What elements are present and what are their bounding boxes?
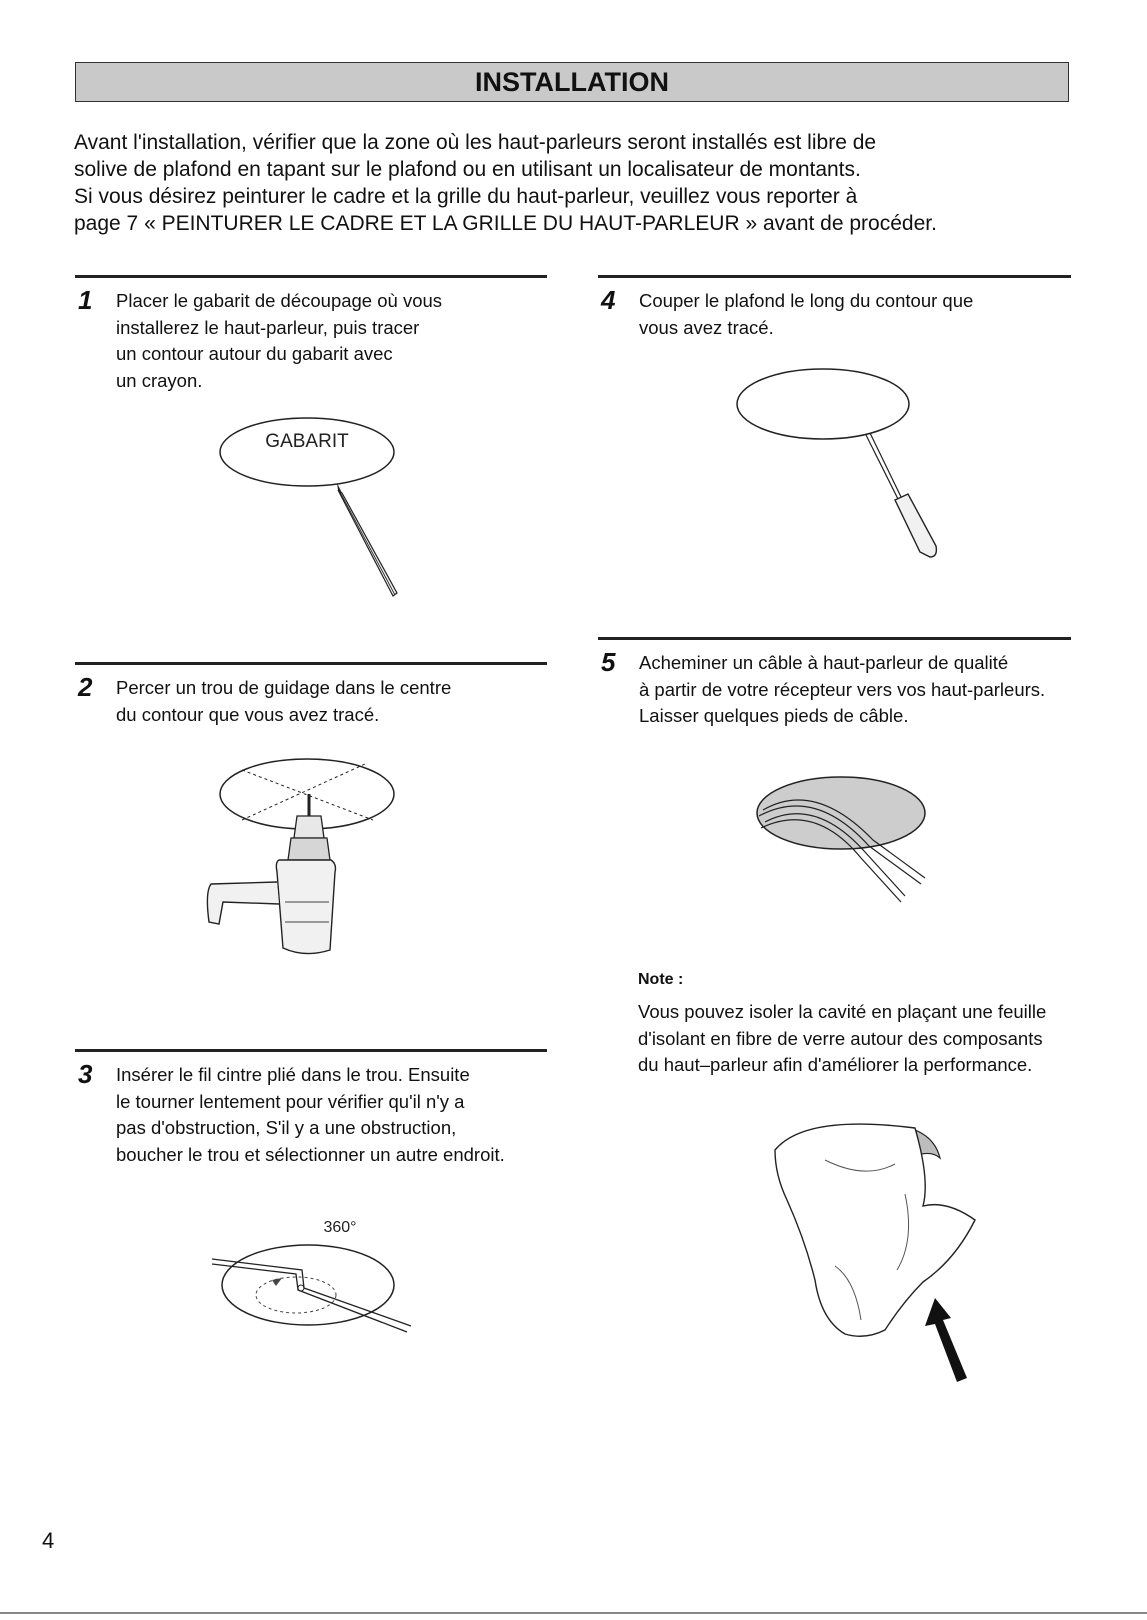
speaker-cable-illustration — [755, 770, 945, 905]
arrow-icon — [925, 1298, 967, 1382]
template-outline — [220, 418, 394, 486]
step-1 — [75, 275, 547, 391]
step-line: pas d'obstruction, S'il y a une obstruction, — [116, 1117, 457, 1138]
fiberglass-insulation-icon — [775, 1124, 975, 1336]
cutting-illustration — [730, 360, 940, 565]
step-line: Acheminer un câble à haut-parleur de qualité — [639, 652, 1009, 673]
template-label: GABARIT — [265, 431, 349, 452]
bottom-divider — [0, 1612, 1147, 1614]
step-number: 2 — [78, 672, 93, 702]
step-number: 5 — [601, 647, 616, 677]
step-divider — [75, 662, 547, 665]
step-3 — [75, 1049, 547, 1165]
step-5 — [598, 637, 1071, 726]
note-line: Vous pouvez isoler la cavité en plaçant une feuille — [638, 1001, 1047, 1022]
drywall-saw-icon — [866, 433, 936, 557]
intro-line: solive de plafond en tapant sur le plafond ou en utilisant un localisateur de montants. — [74, 158, 861, 181]
step-line: vous avez tracé. — [639, 316, 774, 338]
step-divider — [75, 275, 547, 278]
template-pencil-illustration — [210, 415, 410, 605]
page-number: 4 — [42, 1528, 55, 1553]
step-divider — [598, 275, 1071, 278]
drill-icon — [207, 794, 335, 954]
section-title: INSTALLATION — [75, 62, 1069, 102]
note-text — [638, 999, 1046, 1079]
step-divider — [598, 637, 1071, 640]
pencil-icon — [337, 483, 397, 596]
intro-paragraph — [74, 129, 1134, 237]
step-text — [116, 675, 451, 728]
step-line: le tourner lentement pour vérifier qu'il n'y a — [116, 1090, 465, 1112]
step-number: 1 — [78, 285, 93, 315]
note-label: Note : — [638, 971, 684, 988]
step-line: un contour autour du gabarit avec — [116, 343, 393, 364]
step-number: 3 — [78, 1059, 93, 1089]
step-number: 4 — [601, 285, 616, 315]
step-line: boucher le trou et sélectionner un autre endroit. — [116, 1143, 505, 1165]
step-line: Placer le gabarit de découpage où vous — [116, 290, 443, 311]
step-line: du contour que vous avez tracé. — [116, 703, 380, 725]
step-line: à partir de votre récepteur vers vos haut-parleurs. — [639, 678, 1046, 700]
step-line: Couper le plafond le long du contour que — [639, 290, 974, 311]
note-line: du haut–parleur afin d'améliorer la performance. — [638, 1054, 1033, 1075]
hole-outline — [222, 1245, 394, 1325]
drill-illustration — [205, 752, 405, 962]
step-line: Insérer le fil cintre plié dans le trou. Ensuite — [116, 1064, 470, 1085]
wire-hanger-icon — [212, 1259, 411, 1332]
note-line: d'isolant en fibre de verre autour des composants — [638, 1027, 1043, 1049]
cut-outline — [737, 369, 909, 439]
step-4 — [598, 275, 1071, 338]
step-text — [639, 288, 973, 341]
step-text — [639, 650, 1045, 730]
bent-wire-illustration — [210, 1212, 425, 1337]
intro-line: Si vous désirez peinturer le cadre et la grille du haut-parleur, veuillez vous reporter à — [74, 185, 858, 208]
step-divider — [75, 1049, 547, 1052]
rotation-arrow-icon — [272, 1278, 282, 1286]
insulation-illustration — [765, 1120, 990, 1382]
note — [638, 971, 1046, 1079]
step-line: Laisser quelques pieds de câble. — [639, 705, 909, 726]
step-line: Percer un trou de guidage dans le centre — [116, 677, 452, 698]
rotation-label: 360° — [323, 1219, 357, 1236]
intro-line: page 7 « PEINTURER LE CADRE ET LA GRILLE DU HAUT-PARLEUR » avant de procéder. — [74, 212, 937, 235]
step-line: installerez le haut-parleur, puis tracer — [116, 316, 420, 338]
step-2 — [75, 662, 547, 725]
step-text — [116, 288, 442, 394]
intro-line: Avant l'installation, vérifier que la zone où les haut-parleurs seront installés est libre de — [74, 131, 877, 154]
step-line: un crayon. — [116, 369, 203, 391]
step-text — [116, 1062, 505, 1168]
